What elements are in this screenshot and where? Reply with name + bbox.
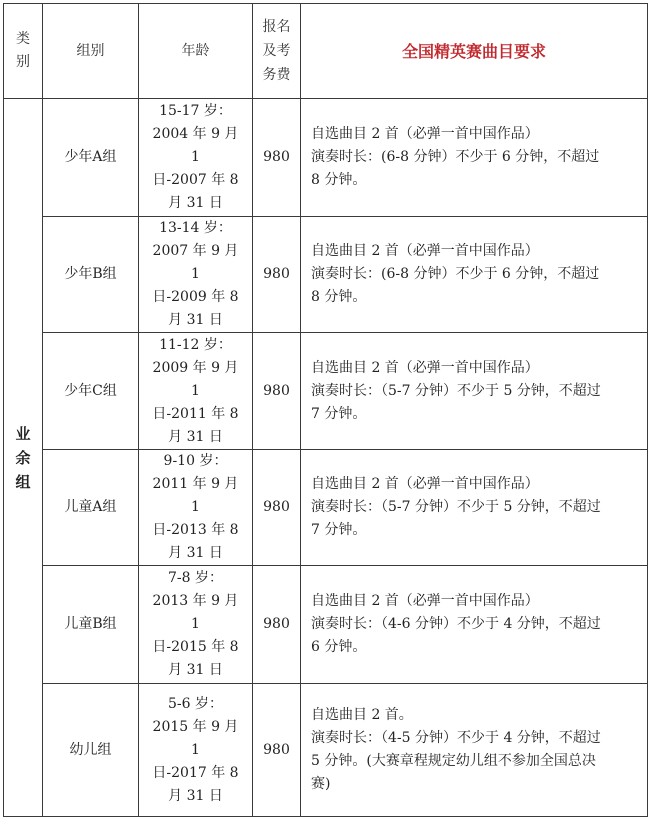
age-cell: 9-10 岁： 2011 年 9 月 1 日-2013 年 8 月 31 日	[139, 450, 253, 566]
group-cell: 少年B组	[43, 217, 139, 333]
group-cell: 儿童B组	[43, 566, 139, 684]
header-group: 组别	[43, 4, 139, 99]
fee-cell: 980	[253, 566, 301, 684]
age-cell: 11-12 岁： 2009 年 9 月 1 日-2011 年 8 月 31 日	[139, 333, 253, 450]
category-cell: 业余组	[4, 99, 43, 817]
fee-cell: 980	[253, 333, 301, 450]
header-fee: 报名 及考 务费	[253, 4, 301, 99]
group-cell: 少年C组	[43, 333, 139, 450]
table-row	[4, 684, 648, 817]
fee-cell: 980	[253, 217, 301, 333]
table-row	[4, 566, 648, 684]
requirements-cell: 自选曲目 2 首（必弹一首中国作品） 演奏时长：（5-7 分钟）不少于 5 分钟，不超过 7 分钟。	[301, 450, 648, 566]
table-row	[4, 217, 648, 333]
group-cell: 儿童A组	[43, 450, 139, 566]
fee-cell: 980	[253, 450, 301, 566]
header-age: 年龄	[139, 4, 253, 99]
requirements-cell: 自选曲目 2 首（必弹一首中国作品） 演奏时长：(6-8 分钟）不少于 6 分钟，不超过 8 分钟。	[301, 217, 648, 333]
age-cell: 5-6 岁： 2015 年 9 月 1 日-2017 年 8 月 31 日	[139, 684, 253, 817]
requirements-cell: 自选曲目 2 首（必弹一首中国作品） 演奏时长：（5-7 分钟）不少于 5 分钟，不超过 7 分钟。	[301, 333, 648, 450]
header-row	[4, 4, 648, 99]
age-cell: 13-14 岁： 2007 年 9 月 1 日-2009 年 8 月 31 日	[139, 217, 253, 333]
requirements-cell: 自选曲目 2 首（必弹一首中国作品） 演奏时长：（4-6 分钟）不少于 4 分钟，不超过 6 分钟。	[301, 566, 648, 684]
age-cell: 15-17 岁： 2004 年 9 月 1 日-2007 年 8 月 31 日	[139, 99, 253, 217]
requirements-cell: 自选曲目 2 首（必弹一首中国作品） 演奏时长：(6-8 分钟）不少于 6 分钟，不超过 8 分钟。	[301, 99, 648, 217]
group-cell: 少年A组	[43, 99, 139, 217]
table-row	[4, 99, 648, 217]
competition-requirements-table	[3, 3, 648, 817]
group-cell: 幼儿组	[43, 684, 139, 817]
header-requirements: 全国精英赛曲目要求	[301, 4, 648, 99]
table-row	[4, 333, 648, 450]
fee-cell: 980	[253, 684, 301, 817]
requirements-cell: 自选曲目 2 首。 演奏时长：（4-5 分钟）不少于 4 分钟，不超过 5 分钟。(大赛章程规定幼儿组不参加全国总决 赛)	[301, 684, 648, 817]
fee-cell: 980	[253, 99, 301, 217]
age-cell: 7-8 岁： 2013 年 9 月 1 日-2015 年 8 月 31 日	[139, 566, 253, 684]
table-row	[4, 450, 648, 566]
header-category: 类别	[4, 4, 43, 99]
